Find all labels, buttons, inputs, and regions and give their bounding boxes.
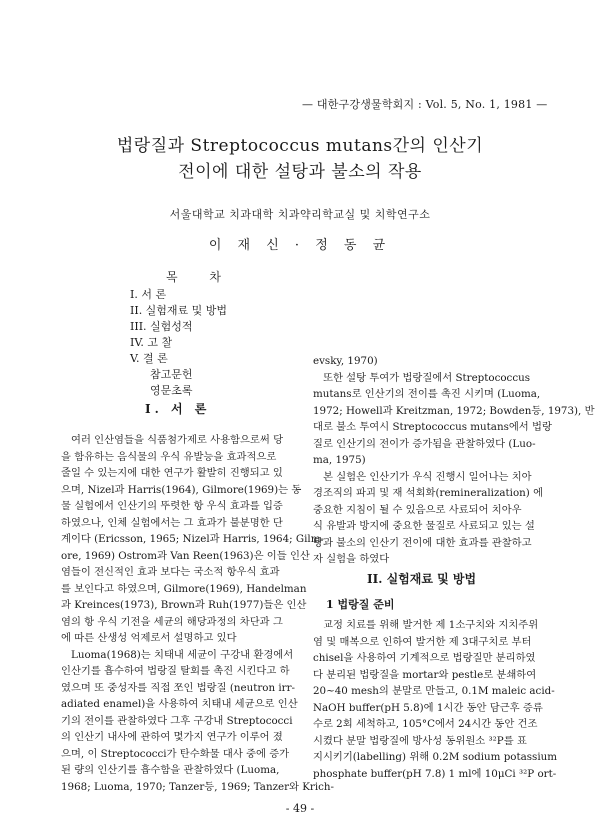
text-line: 줄일 수 있는지에 대한 연구가 활발히 진행되고 있 [61, 467, 283, 479]
text-line: 과 Kreinces(1973), Brown과 Ruh(1977)들은 인산 [61, 599, 307, 611]
text-line: 으며, Nizel과 Harris(1964), Gilmore(1969)는 동 [61, 483, 302, 496]
title-line-2: 전이에 대한 설탕과 불소의 작용 [178, 162, 422, 182]
text-line: NaOH buffer(pH 5.8)에 1시간 동안 담근후 증류 [313, 701, 543, 714]
text-line: 대로 불소 투여시 Streptococcus mutans에서 법랑 [313, 421, 552, 433]
right-column-text-methods [313, 617, 558, 782]
text-line: chisel을 사용하여 기계적으로 법랑질만 분리하였 [313, 652, 536, 664]
text-line: 였으며 또 중성자를 직접 쪼인 법랑질 (neutron irr- [61, 681, 295, 694]
section-heading-methods: II. 실험재료 및 방법 [367, 572, 477, 586]
text-line: 교정 치료를 위해 발거한 제 1소구치와 지치주위 [323, 619, 539, 631]
text-line: ma, 1975) [313, 454, 366, 466]
left-column-text [61, 432, 335, 795]
toc-item: I. 서 론 [130, 288, 167, 301]
journal-header: — 대한구강생물학회지 : Vol. 5, No. 1, 1981 — [302, 98, 548, 111]
text-line: 탕과 불소의 인산기 전이에 대한 효과를 관찰하고 [313, 536, 532, 549]
text-line: 를 보인다고 하였으며, Gilmore(1969), Handelman [61, 582, 307, 595]
authors: 이 재 신 · 정 동 균 [208, 238, 392, 253]
toc-item: 영문초록 [150, 384, 193, 397]
section-heading-intro: I. 서 론 [145, 402, 211, 416]
toc-item: III. 실험성적 [130, 320, 193, 333]
text-line: 20~40 mesh의 분말로 만들고, 0.1M maleic acid- [313, 685, 555, 697]
text-line: 또한 설탕 투여가 법랑질에서 Streptococcus [323, 371, 531, 384]
affiliation: 서울대학교 치과대학 치과약리학교실 및 치학연구소 [169, 208, 431, 221]
subsection-heading-enamel: 1 법랑질 준비 [326, 598, 395, 611]
text-line: 계이다 (Ericsson, 1965; Nizel과 Harris, 1964; Gilm- [61, 533, 324, 545]
text-line: 여러 인산염들을 식품첨가제로 사용함으로써 당 [71, 434, 284, 446]
toc-item: II. 실험재료 및 방법 [130, 304, 228, 317]
title-line-1: 법랑질과 Streptococcus mutans간의 인산기 [116, 136, 484, 156]
text-line: 에 따른 산생성 억제로서 설명하고 있다 [61, 632, 237, 644]
text-line: 시켰다 분말 법랑질에 방사성 동위원소 ³²P를 표 [313, 734, 527, 747]
text-line: 의 인산기 내사에 관하여 몇가지 연구가 이루어 졌 [61, 731, 283, 743]
toc-title: 목 차 [166, 270, 235, 284]
toc-item: IV. 고 찰 [130, 336, 173, 349]
text-line: 물 실험에서 인산기의 뚜렷한 항 우식 효과를 입증 [61, 500, 283, 512]
text-line: 다 분리된 법랑질을 mortar와 pestle로 분쇄하여 [313, 668, 537, 681]
text-line: 을 함유하는 음식물의 우식 유발능을 효과적으로 [61, 450, 277, 463]
text-line: 하였으나, 인체 실험에서는 그 효과가 불분명한 단 [61, 516, 283, 529]
text-line: 으며, 이 Streptococci가 탄수화물 대사 중에 증가 [61, 747, 290, 760]
text-line: Luoma(1968)는 치태내 세균이 구강내 환경에서 [71, 648, 294, 661]
text-line: 염들이 전신적인 효과 보다는 국소적 항우식 효과 [61, 566, 280, 578]
text-line: phosphate buffer(pH 7.8) 1 ml에 10μCi ³²P ort- [313, 767, 557, 780]
text-line: 식 유발과 방지에 중요한 물질로 사료되고 있는 설 [313, 520, 535, 532]
text-line: 자 실험을 하였다 [313, 553, 390, 565]
paper-title [0, 134, 600, 184]
text-line: 중요한 지침이 될 수 있음으로 사료되어 치아우 [313, 503, 522, 516]
text-line: mutans로 인산기의 전이를 촉진 시키며 (Luoma, [313, 388, 541, 400]
text-line: 기의 전이를 관찰하였다 그후 구강내 Streptococci [61, 714, 293, 727]
page-number: - 49 - [285, 802, 315, 815]
text-line: adiated enamel)을 사용하여 치태내 세균으로 인산 [61, 698, 298, 710]
text-line: ore, 1969) Ostrom과 Van Reen(1963)은 이들 인산 [61, 549, 310, 562]
right-column-text [313, 353, 595, 568]
text-line: 염 및 매복으로 인하여 발거한 제 3대구치로 부터 [313, 635, 532, 648]
text-line: 본 실험은 인산기가 우식 진행시 일어나는 치아 [323, 470, 532, 483]
text-line: 염의 항 우식 기전을 세균의 해당과정의 차단과 그 [61, 615, 283, 628]
text-line: 1968; Luoma, 1970; Tanzer등, 1969; Tanzer와 Krich- [61, 780, 335, 793]
text-line: 경조직의 파괴 및 재 석회화(remineralization) 에 [313, 487, 544, 499]
text-line: evsky, 1970) [313, 355, 378, 367]
text-line: 1972; Howell과 Kreitzman, 1972; Bowden등, 1973), 반 [313, 404, 595, 417]
text-line: 수로 2회 세척하고, 105°C에서 24시간 동안 건조 [313, 718, 538, 730]
text-line: 지시키기(labelling) 위해 0.2M sodium potassium [313, 751, 558, 763]
toc-item: 참고문헌 [150, 368, 193, 381]
text-line: 질로 인산기의 전이가 증가됨을 관찰하였다 (Luo- [313, 437, 536, 450]
toc-item: V. 결 론 [130, 352, 168, 365]
text-line: 된 량의 인산기를 흡수함을 관찰하였다 (Luoma, [61, 764, 280, 776]
text-line: 인산기를 흡수하여 법랑질 탈회를 촉진 시킨다고 하 [61, 665, 290, 677]
